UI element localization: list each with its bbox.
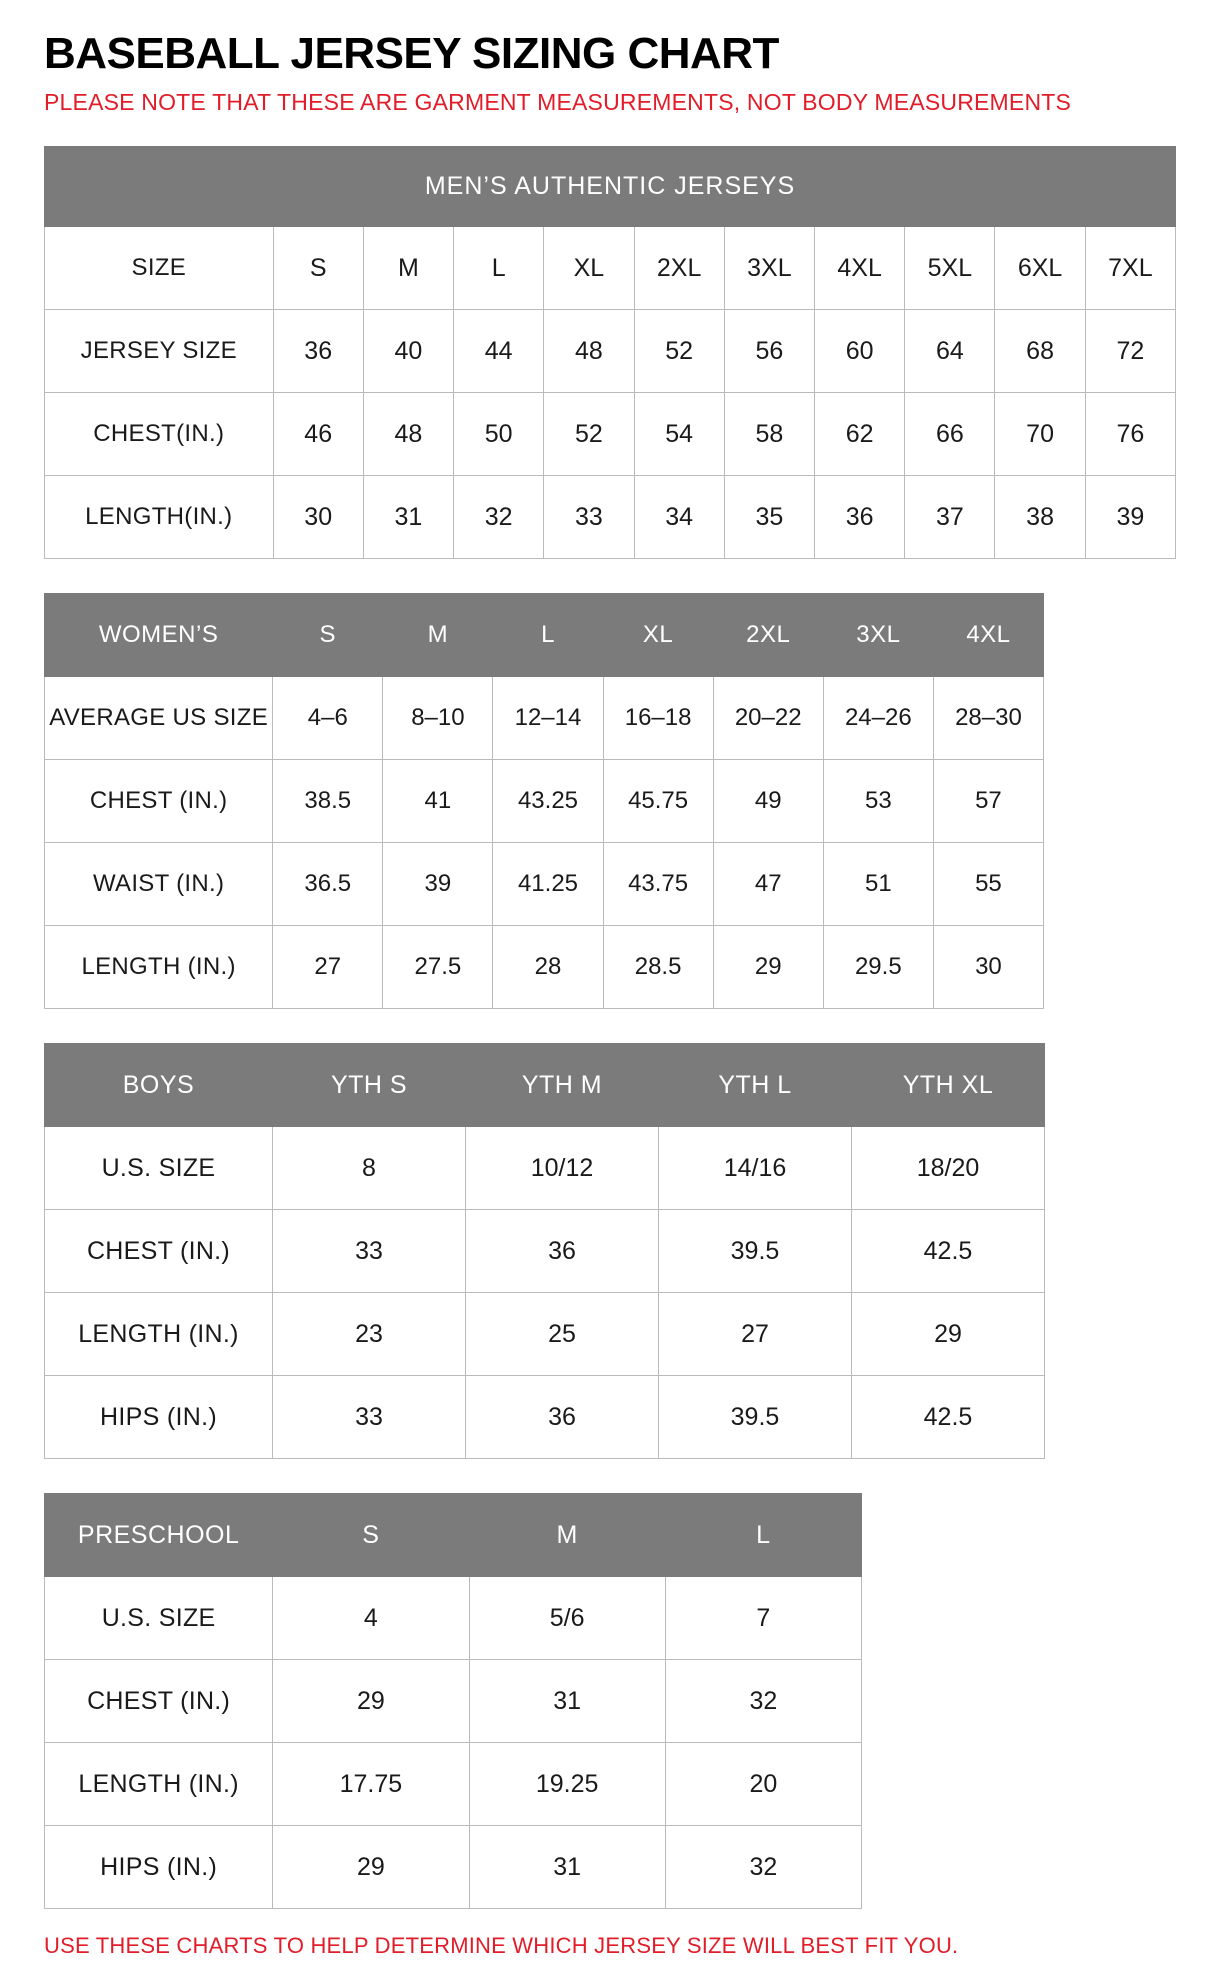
row-label: HIPS (IN.) xyxy=(45,1826,273,1909)
table-cell: 5/6 xyxy=(469,1577,665,1660)
table-cell: 29 xyxy=(273,1660,469,1743)
column-header-5xl: 5XL xyxy=(905,227,995,310)
row-label: LENGTH (IN.) xyxy=(45,1743,273,1826)
column-header-womens: WOMEN’S xyxy=(45,594,273,677)
table-cell: 38 xyxy=(995,476,1085,559)
table-row xyxy=(45,1376,1045,1459)
table-cell: 49 xyxy=(713,760,823,843)
column-header-xl: XL xyxy=(603,594,713,677)
table-row xyxy=(45,1127,1045,1210)
column-header-6xl: 6XL xyxy=(995,227,1085,310)
table-cell: 28 xyxy=(493,926,603,1009)
column-header-s: S xyxy=(273,227,363,310)
table-cell: 36 xyxy=(466,1210,659,1293)
table-cell: 50 xyxy=(454,393,544,476)
table-cell: 4–6 xyxy=(273,677,383,760)
table-cell: 8 xyxy=(273,1127,466,1210)
column-header-4xl: 4XL xyxy=(815,227,905,310)
table-row xyxy=(45,1577,862,1660)
table-row xyxy=(45,1826,862,1909)
table-cell: 44 xyxy=(454,310,544,393)
table-cell: 52 xyxy=(544,393,634,476)
page-title: BASEBALL JERSEY SIZING CHART xyxy=(44,29,779,78)
table-cell: 43.75 xyxy=(603,843,713,926)
row-label: LENGTH(IN.) xyxy=(45,476,274,559)
table-cell: 10/12 xyxy=(466,1127,659,1210)
table-cell: 32 xyxy=(454,476,544,559)
table-cell: 76 xyxy=(1085,393,1175,476)
table-row xyxy=(45,1660,862,1743)
table-row xyxy=(45,310,1176,393)
column-header-2xl: 2XL xyxy=(634,227,724,310)
column-header-s: S xyxy=(273,594,383,677)
table-cell: 31 xyxy=(469,1826,665,1909)
table-cell: 8–10 xyxy=(383,677,493,760)
table-cell: 31 xyxy=(363,476,453,559)
table-cell: 48 xyxy=(544,310,634,393)
table-cell: 72 xyxy=(1085,310,1175,393)
column-header-m: M xyxy=(383,594,493,677)
table-cell: 47 xyxy=(713,843,823,926)
table-cell: 30 xyxy=(273,476,363,559)
table-cell: 62 xyxy=(815,393,905,476)
table-cell: 20 xyxy=(665,1743,861,1826)
column-header-m: M xyxy=(363,227,453,310)
table-cell: 39 xyxy=(1085,476,1175,559)
table-cell: 42.5 xyxy=(852,1376,1045,1459)
column-header-m: M xyxy=(469,1494,665,1577)
table-cell: 39.5 xyxy=(659,1376,852,1459)
column-header-3xl: 3XL xyxy=(724,227,814,310)
table-cell: 36 xyxy=(815,476,905,559)
table-cell: 28.5 xyxy=(603,926,713,1009)
table-cell: 33 xyxy=(273,1210,466,1293)
table-cell: 55 xyxy=(933,843,1043,926)
table-cell: 20–22 xyxy=(713,677,823,760)
mens-sizing-table xyxy=(44,146,1176,559)
table-cell: 12–14 xyxy=(493,677,603,760)
row-label: U.S. SIZE xyxy=(45,1577,273,1660)
column-header-s: S xyxy=(273,1494,469,1577)
table-cell: 64 xyxy=(905,310,995,393)
table-cell: 25 xyxy=(466,1293,659,1376)
row-label: U.S. SIZE xyxy=(45,1127,273,1210)
table-row xyxy=(45,677,1044,760)
table-cell: 33 xyxy=(544,476,634,559)
row-label: AVERAGE US SIZE xyxy=(45,677,273,760)
column-header-yth-l: YTH L xyxy=(659,1044,852,1127)
table-cell: 36.5 xyxy=(273,843,383,926)
table-cell: 53 xyxy=(823,760,933,843)
preschool-sizing-table xyxy=(44,1493,862,1909)
table-cell: 32 xyxy=(665,1826,861,1909)
row-label: CHEST (IN.) xyxy=(45,1660,273,1743)
table-cell: 48 xyxy=(363,393,453,476)
column-header-7xl: 7XL xyxy=(1085,227,1175,310)
table-cell: 66 xyxy=(905,393,995,476)
column-header-l: L xyxy=(665,1494,861,1577)
footer-note: USE THESE CHARTS TO HELP DETERMINE WHICH JERSEY SIZE WILL BEST FIT YOU. xyxy=(44,1933,959,1959)
table-row xyxy=(45,843,1044,926)
table-row xyxy=(45,1293,1045,1376)
table-cell: 36 xyxy=(466,1376,659,1459)
column-header-yth-xl: YTH XL xyxy=(852,1044,1045,1127)
table-cell: 16–18 xyxy=(603,677,713,760)
row-label: CHEST(IN.) xyxy=(45,393,274,476)
row-label: CHEST (IN.) xyxy=(45,760,273,843)
table-row xyxy=(45,476,1176,559)
table-cell: 32 xyxy=(665,1660,861,1743)
table-row xyxy=(45,393,1176,476)
table-header-row xyxy=(45,1044,1045,1127)
mens-banner-row xyxy=(45,147,1176,227)
column-header-2xl: 2XL xyxy=(713,594,823,677)
table-cell: 28–30 xyxy=(933,677,1043,760)
table-cell: 19.25 xyxy=(469,1743,665,1826)
table-cell: 46 xyxy=(273,393,363,476)
table-cell: 27 xyxy=(273,926,383,1009)
page-subtitle: PLEASE NOTE THAT THESE ARE GARMENT MEASUREMENTS, NOT BODY MEASUREMENTS xyxy=(44,89,1072,116)
table-cell: 60 xyxy=(815,310,905,393)
column-header-4xl: 4XL xyxy=(933,594,1043,677)
table-cell: 45.75 xyxy=(603,760,713,843)
table-cell: 35 xyxy=(724,476,814,559)
column-header-yth-m: YTH M xyxy=(466,1044,659,1127)
table-cell: 29 xyxy=(273,1826,469,1909)
table-cell: 17.75 xyxy=(273,1743,469,1826)
column-header-preschool: PRESCHOOL xyxy=(45,1494,273,1577)
row-label: LENGTH (IN.) xyxy=(45,926,273,1009)
table-cell: 7 xyxy=(665,1577,861,1660)
table-cell: 27.5 xyxy=(383,926,493,1009)
row-label: LENGTH (IN.) xyxy=(45,1293,273,1376)
row-label: JERSEY SIZE xyxy=(45,310,274,393)
table-cell: 41 xyxy=(383,760,493,843)
mens-banner-label: MEN’S AUTHENTIC JERSEYS xyxy=(45,147,1176,227)
column-header-boys: BOYS xyxy=(45,1044,273,1127)
table-cell: 29.5 xyxy=(823,926,933,1009)
table-cell: 34 xyxy=(634,476,724,559)
column-header-3xl: 3XL xyxy=(823,594,933,677)
table-cell: 42.5 xyxy=(852,1210,1045,1293)
table-cell: 37 xyxy=(905,476,995,559)
row-label: HIPS (IN.) xyxy=(45,1376,273,1459)
womens-sizing-table xyxy=(44,593,1044,1009)
table-cell: 31 xyxy=(469,1660,665,1743)
table-cell: 14/16 xyxy=(659,1127,852,1210)
column-header-l: L xyxy=(493,594,603,677)
table-row xyxy=(45,1210,1045,1293)
table-cell: 39 xyxy=(383,843,493,926)
table-cell: 4 xyxy=(273,1577,469,1660)
column-header-l: L xyxy=(454,227,544,310)
table-cell: 18/20 xyxy=(852,1127,1045,1210)
table-cell: 41.25 xyxy=(493,843,603,926)
table-cell: 38.5 xyxy=(273,760,383,843)
table-cell: 36 xyxy=(273,310,363,393)
table-cell: 24–26 xyxy=(823,677,933,760)
table-header-row xyxy=(45,594,1044,677)
table-cell: 23 xyxy=(273,1293,466,1376)
table-cell: 39.5 xyxy=(659,1210,852,1293)
table-cell: 30 xyxy=(933,926,1043,1009)
table-cell: 40 xyxy=(363,310,453,393)
table-cell: 27 xyxy=(659,1293,852,1376)
table-cell: 70 xyxy=(995,393,1085,476)
table-cell: 51 xyxy=(823,843,933,926)
table-header-row xyxy=(45,1494,862,1577)
table-cell: 29 xyxy=(852,1293,1045,1376)
table-cell: 29 xyxy=(713,926,823,1009)
table-row xyxy=(45,760,1044,843)
table-cell: 54 xyxy=(634,393,724,476)
table-cell: 68 xyxy=(995,310,1085,393)
column-header-xl: XL xyxy=(544,227,634,310)
table-cell: 57 xyxy=(933,760,1043,843)
table-cell: 58 xyxy=(724,393,814,476)
row-label: WAIST (IN.) xyxy=(45,843,273,926)
table-row xyxy=(45,1743,862,1826)
table-cell: 56 xyxy=(724,310,814,393)
table-cell: 43.25 xyxy=(493,760,603,843)
row-label: CHEST (IN.) xyxy=(45,1210,273,1293)
column-header-yth-s: YTH S xyxy=(273,1044,466,1127)
table-row xyxy=(45,926,1044,1009)
table-cell: 52 xyxy=(634,310,724,393)
boys-sizing-table xyxy=(44,1043,1045,1459)
table-header-row xyxy=(45,227,1176,310)
table-cell: 33 xyxy=(273,1376,466,1459)
column-header-size: SIZE xyxy=(45,227,274,310)
